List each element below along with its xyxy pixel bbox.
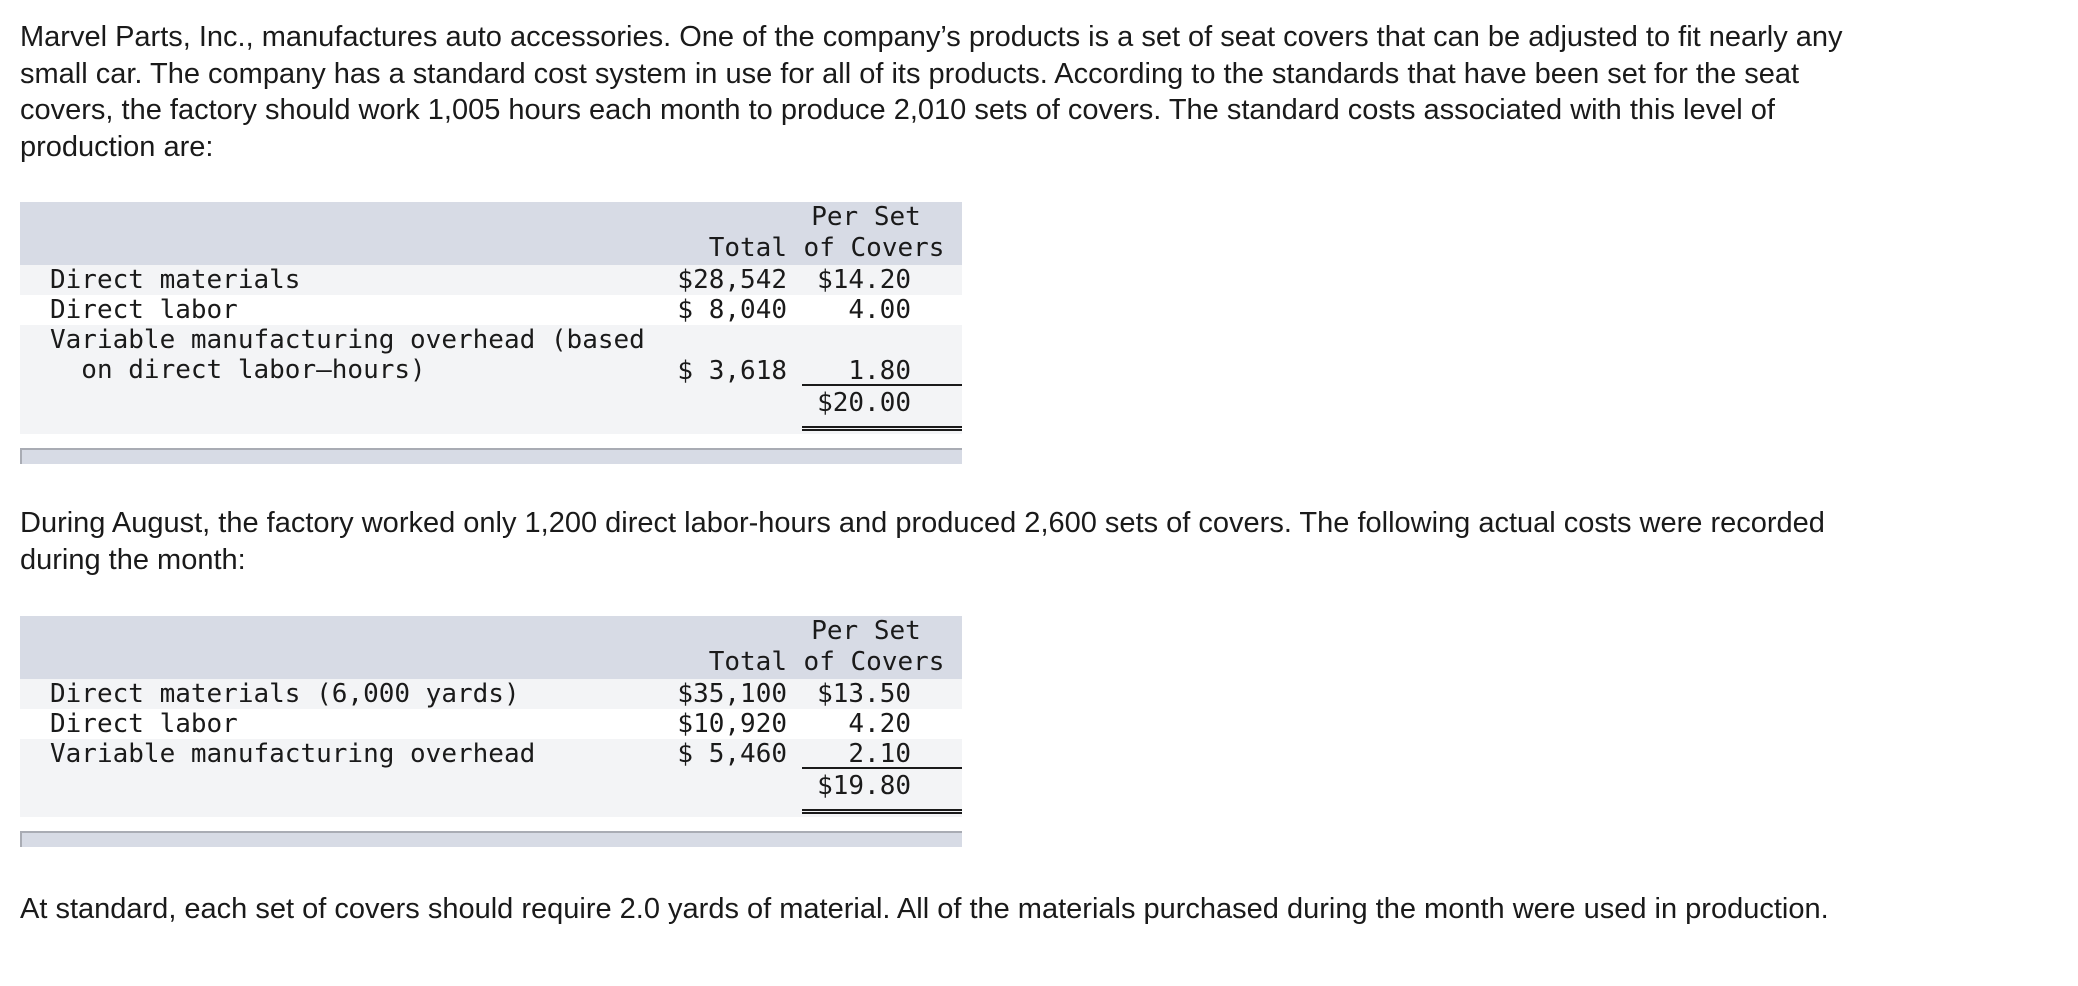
row-label: Direct materials (6,000 yards) [50,679,520,709]
header-per-set: Per Set [811,202,921,232]
row-total: $10,920 [677,709,787,739]
total-double-rule [802,809,962,814]
row-total: $35,100 [677,679,787,709]
total-row [20,386,962,434]
intro-paragraph: Marvel Parts, Inc., manufactures auto accessories. One of the company’s products is a set of seat covers that can be adjusted to fit nearly any small car. The company has a standard cost system in use for all of its products. According to the standards that have been set for the seat covers, the factory should work 1,005 hours each month to produce 2,010 sets of covers. The standard costs associated with this level of production are: [20,21,1843,163]
header-total: Total [708,647,787,677]
row-label: Direct labor [50,709,238,739]
table-footer-bar [20,831,962,847]
row-label: Direct materials [50,265,301,295]
row-per-set: 4.20 [848,709,911,739]
table-row [20,265,962,295]
header-per-set: Per Set [811,616,921,646]
row-per-set: $14.20 [817,265,911,295]
august-paragraph: During August, the factory worked only 1,200 direct labor-hours and produced 2,600 sets of covers. The following actual costs were recorded during the month: [20,507,1825,576]
table-row [20,679,962,709]
header-of-covers: of Covers [803,647,945,677]
header-of-covers: of Covers [803,233,945,263]
total-row [20,769,962,817]
row-total: $28,542 [677,265,787,295]
row-label-line2: on direct labor–hours) [50,355,426,385]
table-header [20,616,962,679]
table-row [20,739,962,769]
table-header [20,202,962,265]
row-label: Direct labor [50,295,238,325]
header-total: Total [708,233,787,263]
table-row [20,709,962,739]
closing-paragraph: At standard, each set of covers should require 2.0 yards of material. All of the materials purchased during the month were used in production. [20,893,1829,925]
row-per-set: 2.10 [848,739,911,769]
row-per-set: 1.80 [848,356,911,386]
table-footer-bar [20,448,962,464]
table-row [20,325,962,386]
row-per-set: $13.50 [817,679,911,709]
total-double-rule [802,426,962,431]
row-total: $ 5,460 [677,739,787,769]
row-total: $ 3,618 [677,356,787,386]
row-label-line1: Variable manufacturing overhead (based [50,325,645,355]
per-set-total: $20.00 [817,388,911,418]
standard-cost-table [20,202,962,464]
table-row [20,295,962,325]
row-label: Variable manufacturing overhead [50,739,536,769]
row-total: $ 8,040 [677,295,787,325]
actual-cost-table [20,616,962,847]
per-set-total: $19.80 [817,771,911,801]
row-per-set: 4.00 [848,295,911,325]
